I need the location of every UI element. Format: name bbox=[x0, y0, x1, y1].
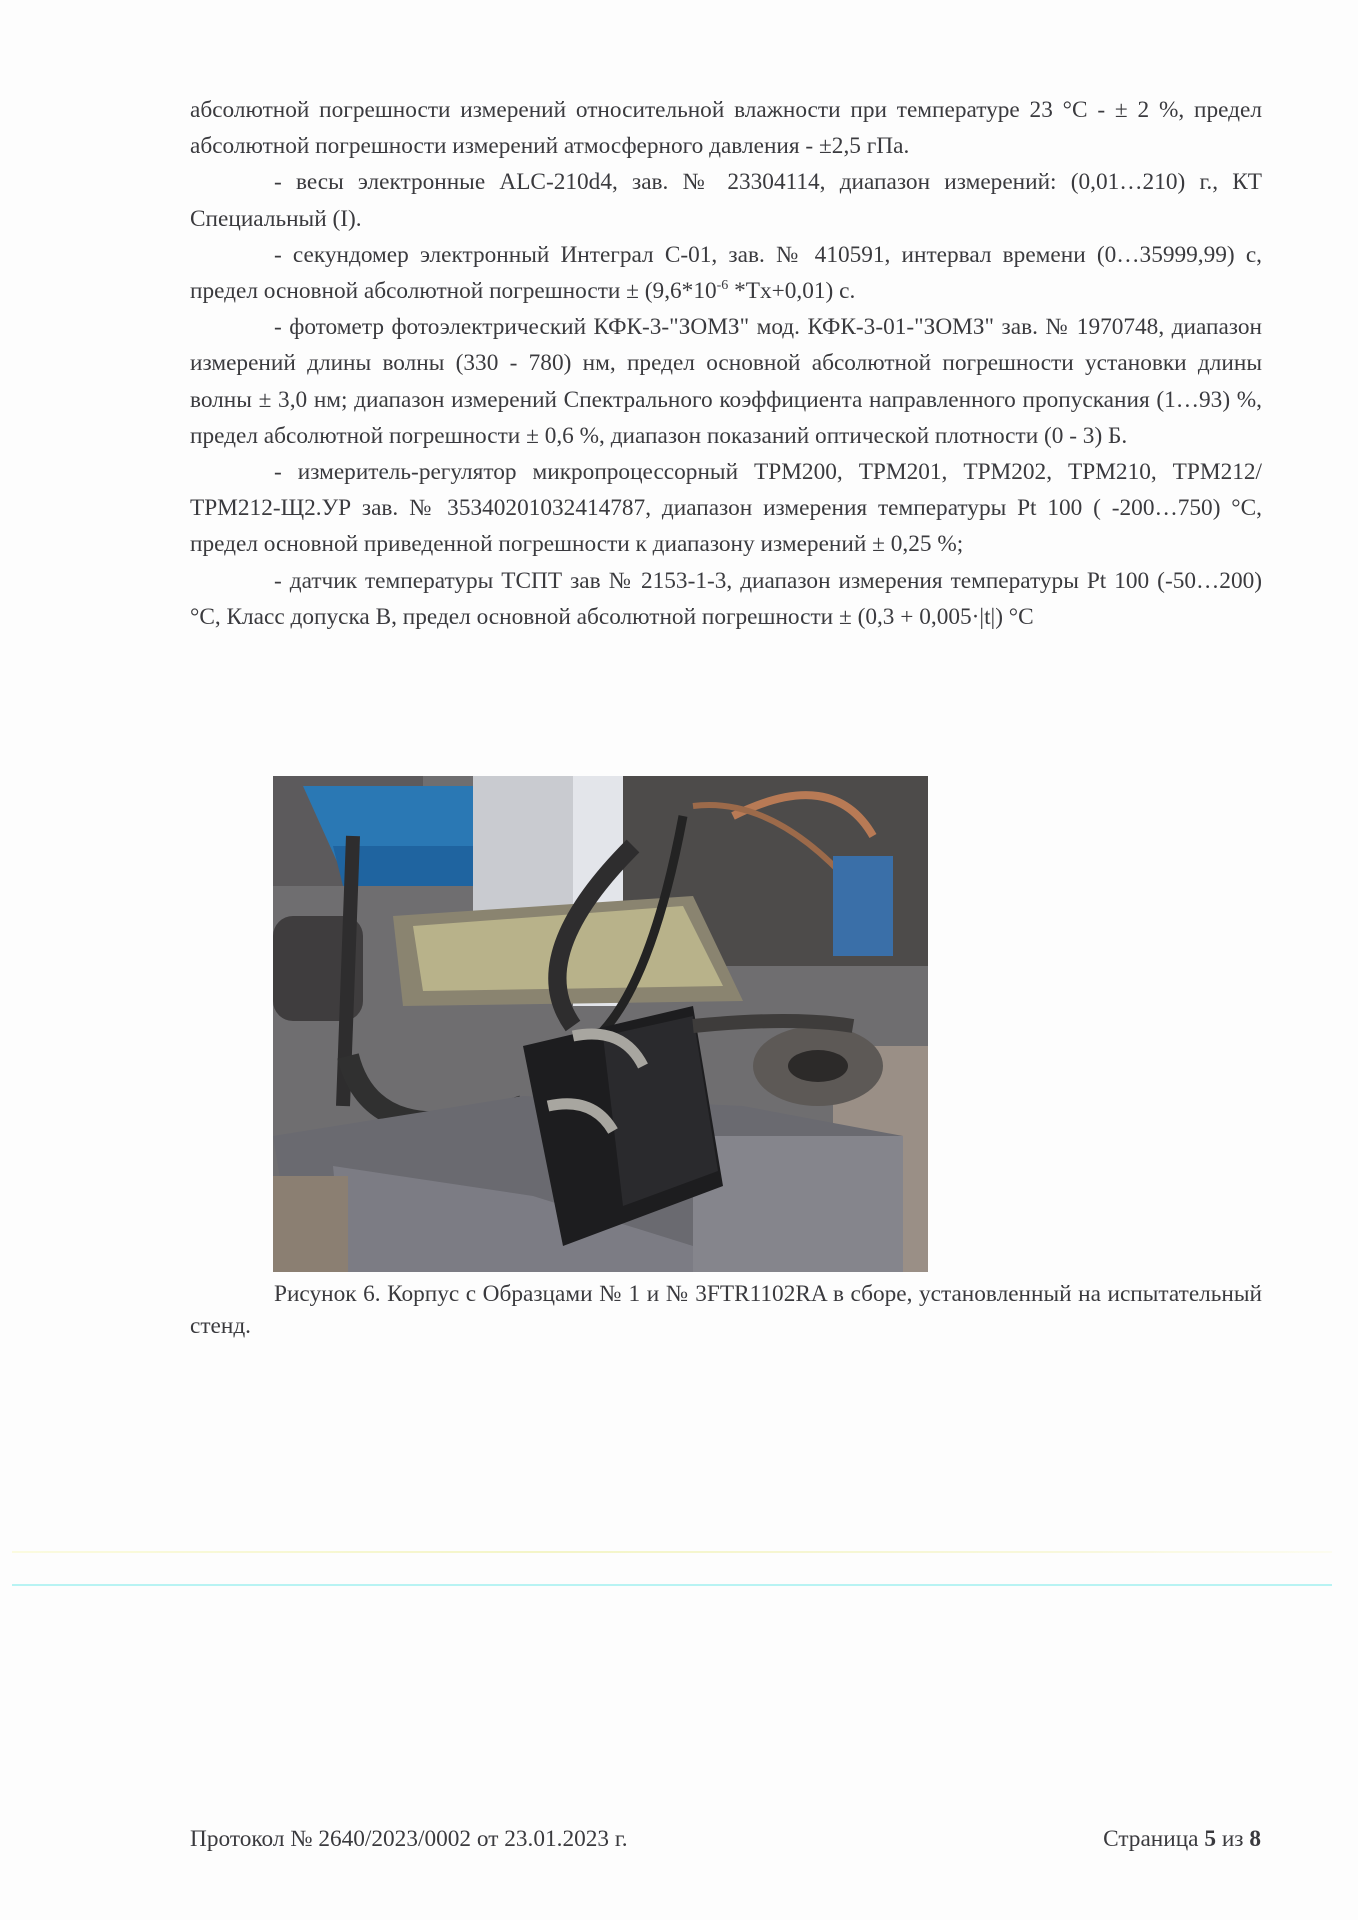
page-of: из bbox=[1221, 1826, 1244, 1852]
paragraph: абсолютной погрешности измерений относительной влажности при температуре 23 °C - ± 2 %, предел абсолютной погрешности измерений атмосферного давления - ±2,5 гПа. bbox=[190, 97, 1262, 160]
footer-protocol: Протокол № 2640/2023/0002 от 23.01.2023 г. bbox=[190, 1826, 628, 1852]
figure-photo bbox=[273, 776, 928, 1272]
paragraph bbox=[190, 237, 1262, 309]
footer-page-number bbox=[1103, 1826, 1261, 1853]
figure-caption bbox=[190, 1278, 1262, 1342]
scan-artifact-line bbox=[12, 1551, 1332, 1553]
paragraph-text: - секундомер электронный Интеграл С-01, зав. № 410591, интервал времени (0…35999,99) с, предел основной абсолютной погрешности ± (9,6*10 bbox=[190, 241, 1262, 305]
caption-text: Рисунок 6. Корпус с Образцами № 1 и № 3FTR1102RA в сборе, установленный на испытательный стенд. bbox=[190, 1281, 1262, 1339]
page-total: 8 bbox=[1249, 1826, 1261, 1852]
page-label: Страница bbox=[1103, 1826, 1199, 1852]
paragraph-text: *Tx+0,01) с. bbox=[728, 278, 856, 305]
paragraph: - весы электронные ALC-210d4, зав. № 23304114, диапазон измерений: (0,01…210) г., КТ Специальный (I). bbox=[190, 169, 1262, 232]
paragraph: - фотометр фотоэлектрический КФК-3-"ЗОМЗ" мод. КФК-3-01-"ЗОМЗ" зав. № 1970748, диапазон измерений длины волны (330 - 780) нм, предел основной абсолютной погрешности установки длины волны ± 3,0 нм; диапазон измерений Спектрального коэффициента направленного пропускания (1…93) %, предел абсолютной погрешности ± 0,6 %, диапазон показаний оптической плотности (0 - 3) Б. bbox=[190, 314, 1262, 449]
scan-artifact-line bbox=[12, 1584, 1332, 1586]
photo-image bbox=[273, 776, 928, 1272]
paragraph: - измеритель-регулятор микропроцессорный ТРМ200, ТРМ201, ТРМ202, ТРМ210, ТРМ212/ТРМ212-Щ2.УР зав. № 35340201032414787, диапазон измерения температуры Pt 100 ( -200…750) °C, предел основной приведенной погрешности к диапазону измерений ± 0,25 %; bbox=[190, 459, 1262, 558]
superscript: -6 bbox=[716, 278, 729, 294]
body-text bbox=[190, 92, 1262, 635]
paragraph: - датчик температуры ТСПТ зав № 2153-1-3, диапазон измерения температуры Pt 100 (-50…200) °C, Класс допуска B, предел основной абсолютной погрешности ± (0,3 + 0,005·|t|) °C bbox=[190, 567, 1262, 630]
page-current: 5 bbox=[1204, 1826, 1217, 1852]
